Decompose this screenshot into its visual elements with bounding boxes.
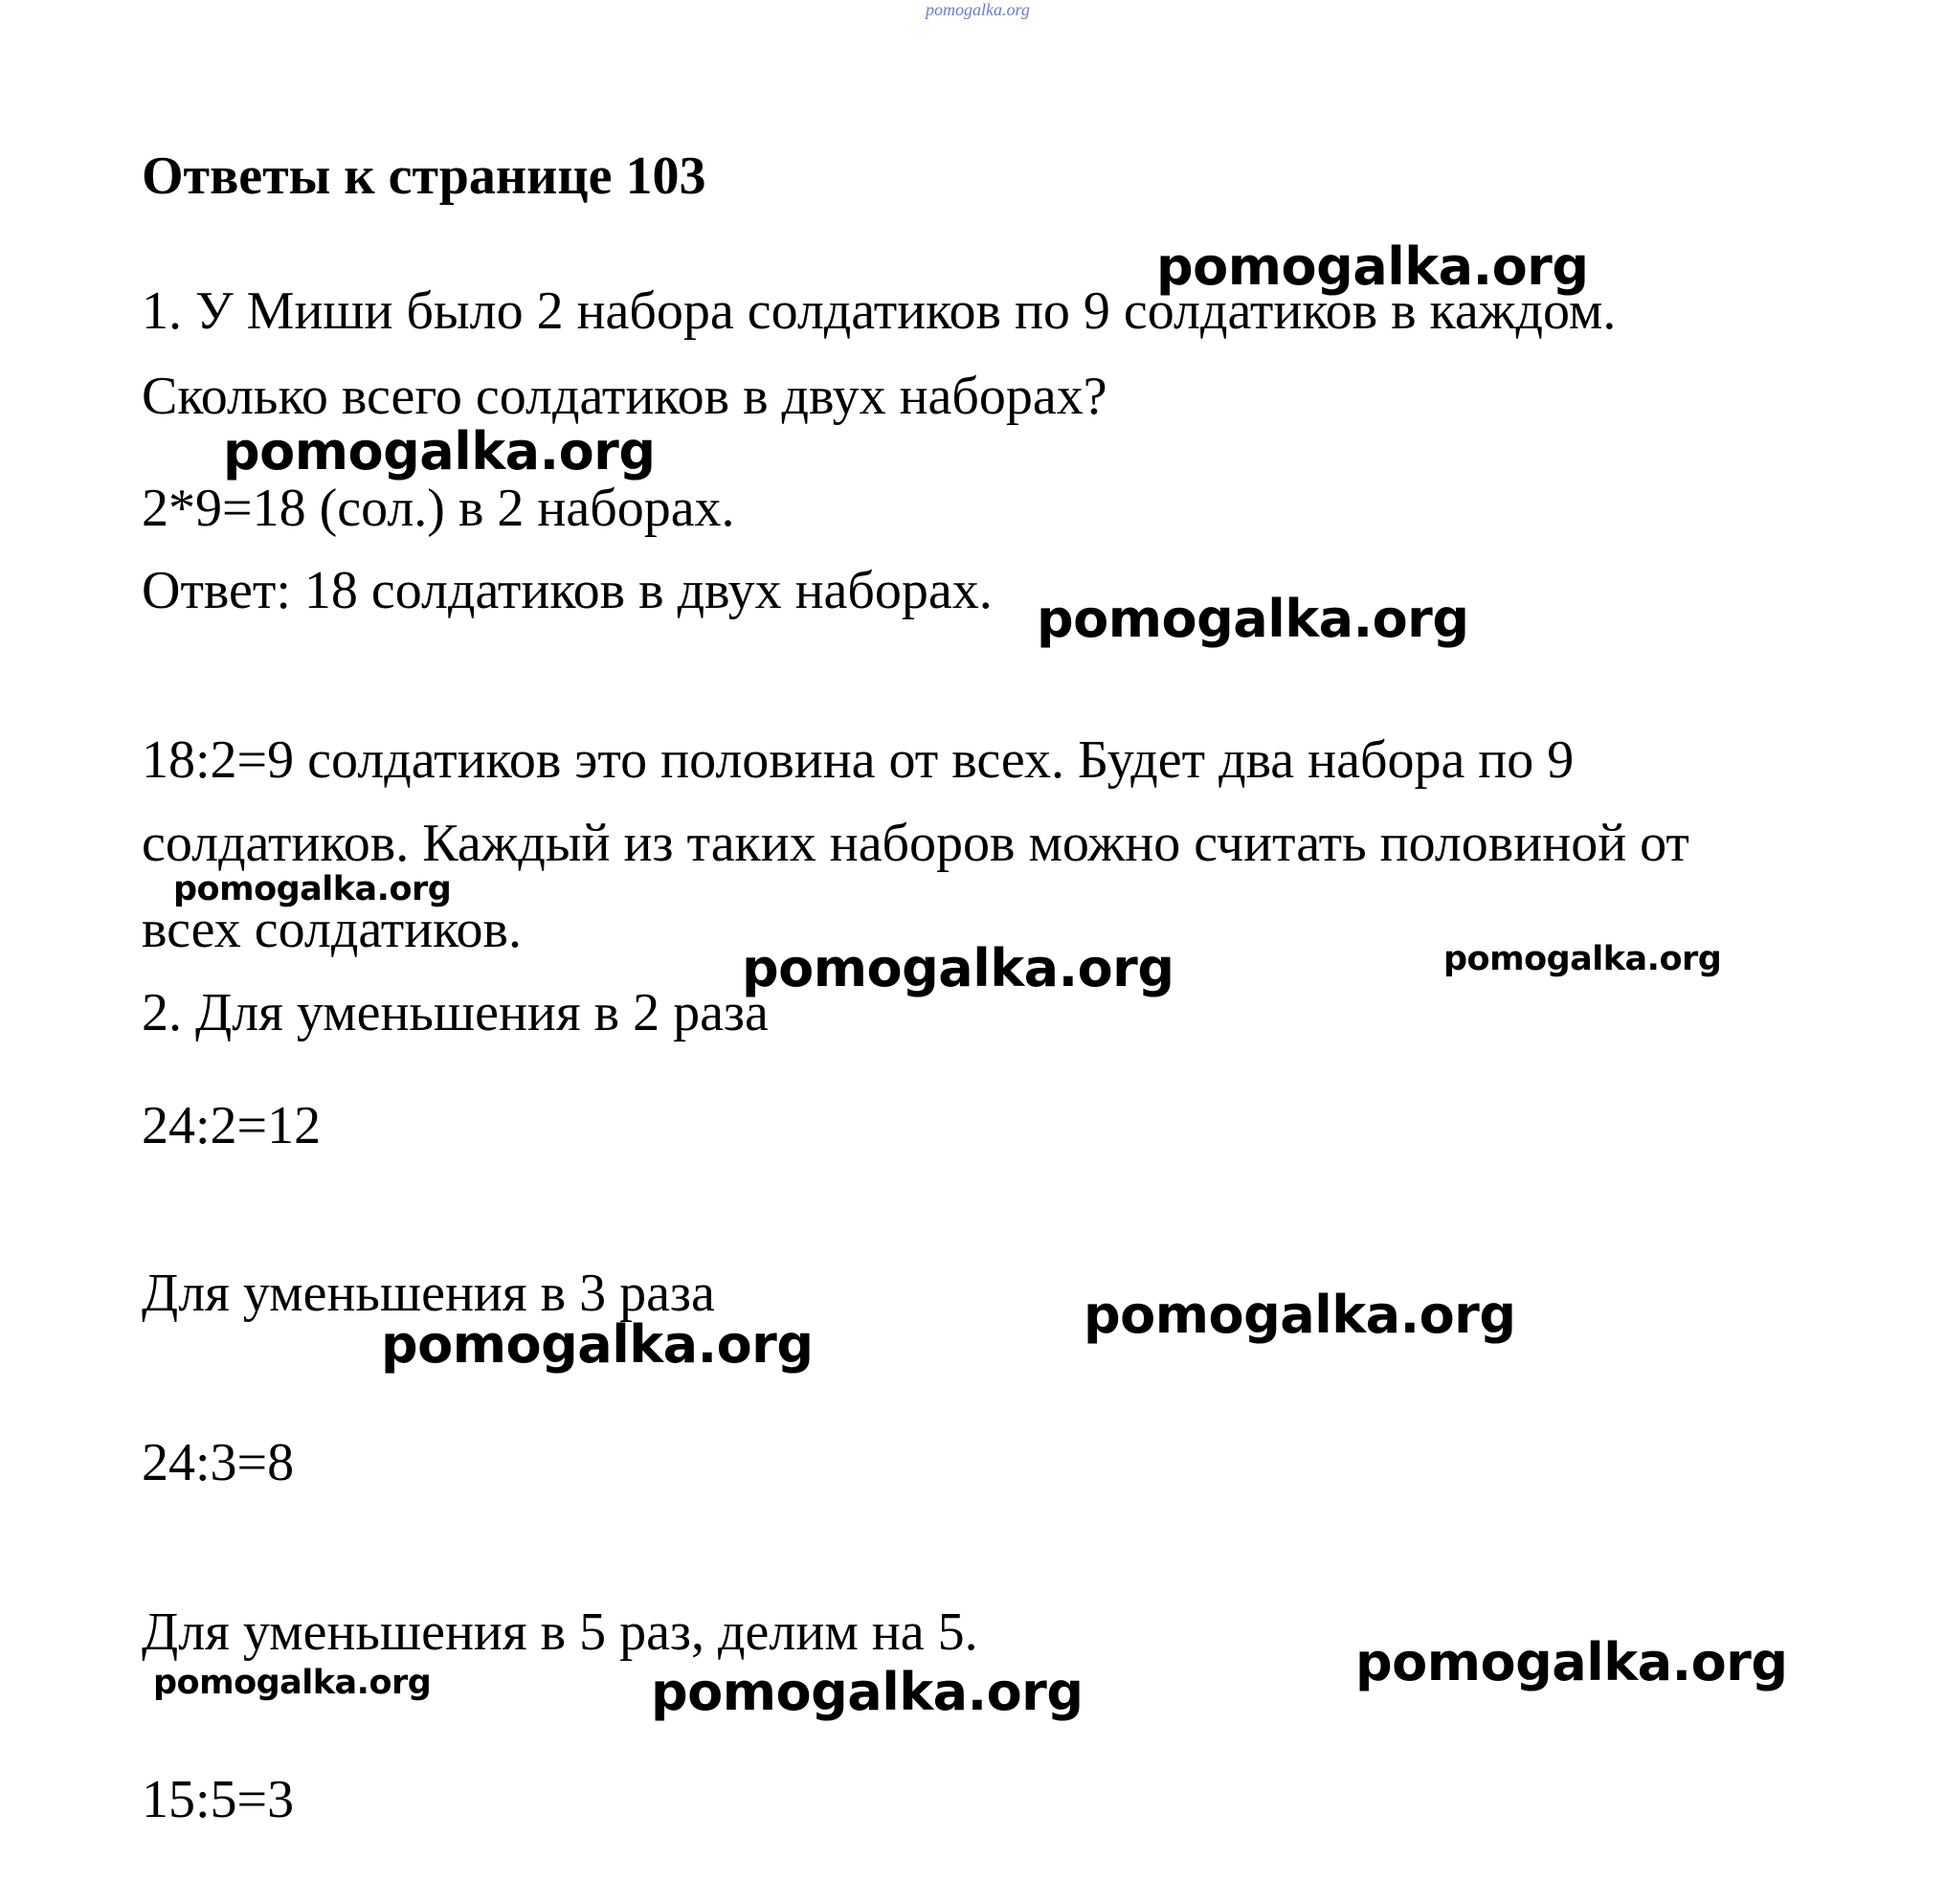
watermark: pomogalka.org <box>1355 1632 1788 1692</box>
task-1-solution: 2*9=18 (сол.) в 2 наборах. <box>142 479 735 538</box>
watermark: pomogalka.org <box>1084 1285 1516 1345</box>
watermark: pomogalka.org <box>381 1314 814 1375</box>
task-2-calc-2: 24:3=8 <box>142 1433 295 1492</box>
task-2-line-1: 2. Для уменьшения в 2 раза <box>142 983 769 1042</box>
task-2-line-3: Для уменьшения в 5 раз, делим на 5. <box>142 1602 978 1662</box>
page-title: Ответы к странице 103 <box>142 146 706 206</box>
explanation-line-3: всех солдатиков. <box>142 900 522 959</box>
explanation-line-2: солдатиков. Каждый из таких наборов можно считать половиной от <box>142 814 1689 873</box>
watermark: pomogalka.org <box>651 1662 1084 1722</box>
watermark: pomogalka.org <box>742 938 1174 998</box>
task-1-answer: Ответ: 18 солдатиков в двух наборах. <box>142 561 993 620</box>
task-1-line-1: 1. У Миши было 2 набора солдатиков по 9 солдатиков в каждом. <box>142 281 1617 341</box>
task-2-line-2: Для уменьшения в 3 раза <box>142 1264 715 1323</box>
site-link[interactable]: pomogalka.org <box>926 0 1030 19</box>
watermark: pomogalka.org <box>223 421 656 482</box>
watermark: pomogalka.org <box>1443 940 1722 978</box>
watermark: pomogalka.org <box>173 870 452 908</box>
watermark: pomogalka.org <box>1156 236 1589 297</box>
explanation-line-1: 18:2=9 солдатиков это половина от всех. Будет два набора по 9 <box>142 730 1575 790</box>
watermark: pomogalka.org <box>153 1664 432 1702</box>
watermark: pomogalka.org <box>1037 589 1469 649</box>
task-2-calc-1: 24:2=12 <box>142 1096 322 1155</box>
task-1-line-2: Сколько всего солдатиков в двух наборах? <box>142 367 1107 426</box>
task-2-calc-3: 15:5=3 <box>142 1770 295 1829</box>
